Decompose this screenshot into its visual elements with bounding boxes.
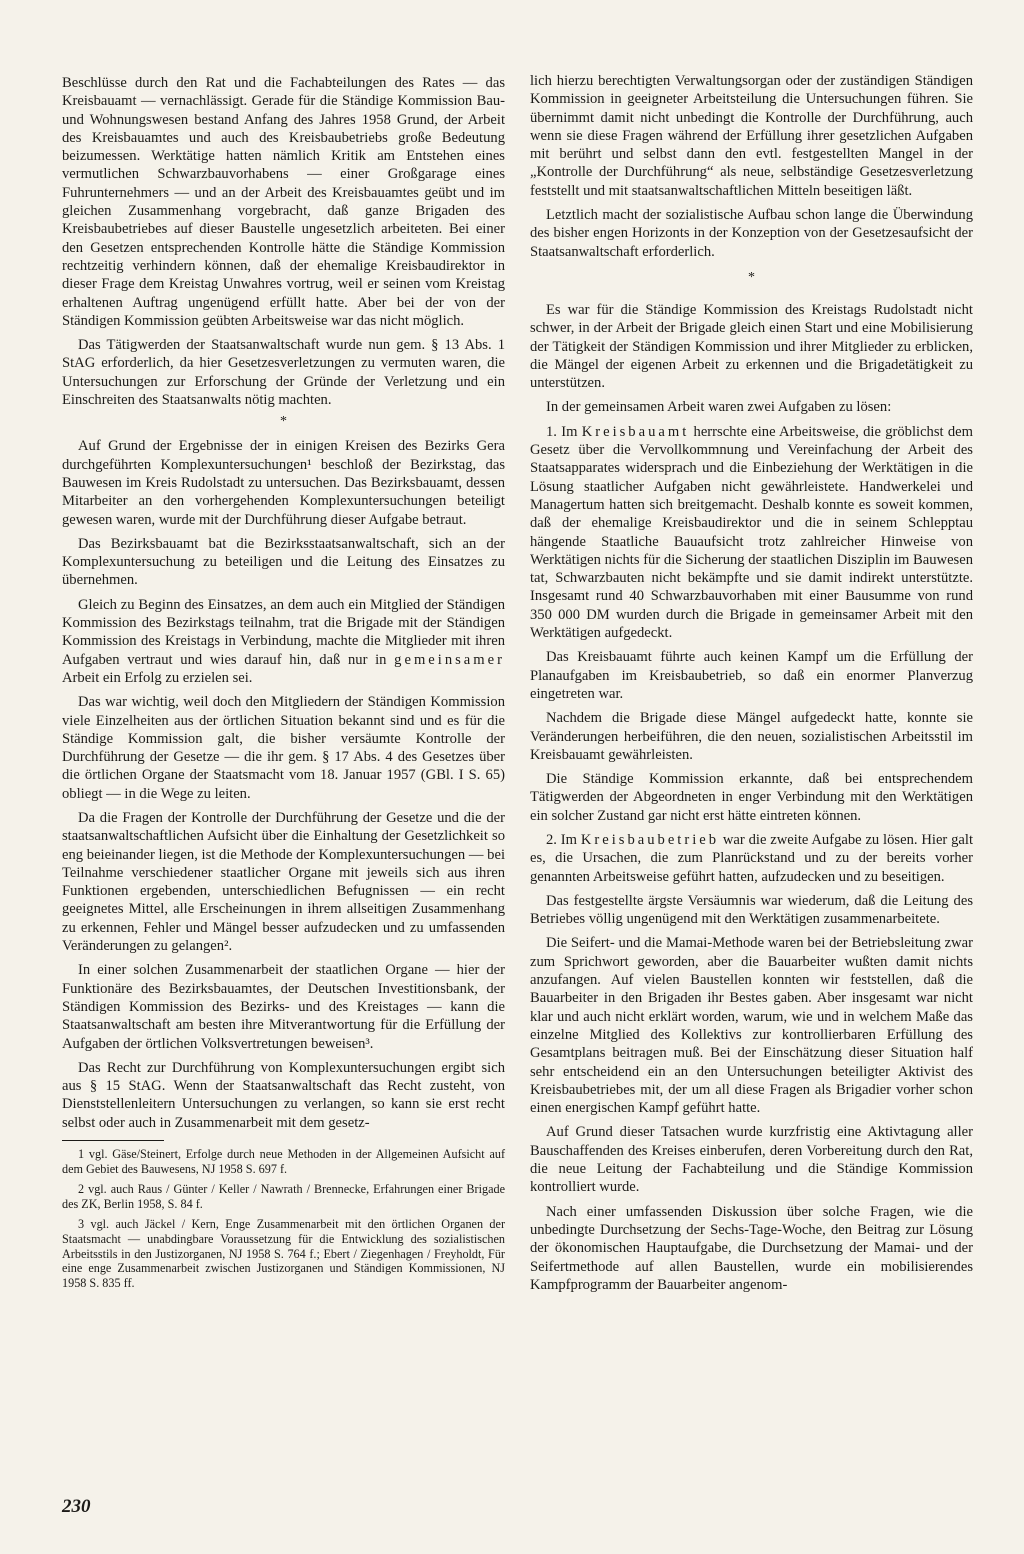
text-run: Gleich zu Beginn des Einsatzes, an dem auch ein Mitglied der Ständigen Kommission des Bezirkstags teilnahm, trat die Brigade mit der Ständigen Kommission des Kreistags in Verbindung, machte die Mitglieder mit ihren Aufgaben vertraut und wies darauf hin, daß nur in (62, 596, 505, 668)
section-separator: * (748, 269, 755, 285)
paragraph: In einer solchen Zusammenarbeit der staatlichen Organe — hier der Funktionäre des Bezirksbauamtes, der Deutschen Investitionsbank, der Ständigen Kommission des Bezirks- und des Kreistages — kann die Staatsanwaltschaft am besten ihre Mitverantwortung für die Erfüllung der Aufgaben der örtlichen Volksvertretungen beweisen³. (62, 962, 505, 1052)
paragraph: Die Seifert- und die Mamai-Methode waren bei der Betriebsleitung zwar zum Sprichwort geworden, aber die Bauarbeiter wußten damit nichts anzufangen. Auf vielen Baustellen konnten wir feststellen, daß die Bauarbeiter in den Brigaden ihr Bestes gaben. Aber insgesamt war nicht klar und auch nicht erklärt worden, warum, wie und in welchem Maße das einzelne Mitglied des Kollektivs zur kontrollierbaren Erfüllung des Gesamtplans beitragen muß. Bei der Einschätzung dieser Situation half sehr entscheidend ein an den Untersuchungen beteiligter Aktivist des Kreisbaubetriebes mit, der um all diese Fragen als Brigadier vorher schon einen energischen Kampf geführt hatte. (530, 935, 973, 1117)
paragraph: Nach einer umfassenden Diskussion über solche Fragen, wie die unbedingte Durchsetzung der Sechs-Tage-Woche, den Beitrag zur Lösung der ökonomischen Hauptaufgabe, die Durchsetzung der Mamai- und der Seifertmethode auf allen Baustellen, wurde ein mobilisierendes Kampfprogramm der Bauarbeiter angenom- (530, 1203, 973, 1293)
paragraph: Auf Grund dieser Tatsachen wurde kurzfristig eine Aktivtagung aller Bauschaffenden des Kreises einberufen, deren Vorbereitung durch den Rat, die neue Leitung der Fachabteilung und die Ständige Kommission kontrolliert wurde. (530, 1124, 973, 1196)
paragraph: Nachdem die Brigade diese Mängel aufgedeckt hatte, konnte sie Veränderungen herbeiführen, die den neuen, sozialistischen Arbeitsstil im Kreisbauamt gewährleisten. (530, 710, 973, 763)
paragraph: Das Bezirksbauamt bat die Bezirksstaatsanwaltschaft, sich an der Komplexuntersuchung zu beteiligen und die Leitung des Einsatzes zu übernehmen. (62, 535, 505, 589)
paragraph: Das festgestellte ärgste Versäumnis war wiederum, daß die Leitung des Betriebes völlig ungenügend mit den Werktätigen zusammenarbeitete. (530, 892, 973, 928)
paragraph (62, 596, 505, 687)
text-run: 2. Im (546, 831, 577, 848)
paragraph (530, 831, 973, 886)
section-separator: * (280, 414, 287, 430)
right-column (530, 72, 973, 1300)
text-run: war die zweite Aufgabe zu lösen. Hier galt es, die Ursachen, die zum Planrückstand und zu der bereits vorher genannten Arbeitsweise geführt hatten, aufzudecken und zu beseitigen. (530, 831, 973, 885)
text-run: 1. Im (546, 423, 578, 440)
paragraph: In der gemeinsamen Arbeit waren zwei Aufgaben zu lösen: (546, 399, 892, 416)
footnote-divider (62, 1140, 164, 1141)
paragraph: Das Kreisbauamt führte auch keinen Kampf um die Erfüllung der Planaufgaben im Kreisbaubetrieb, so daß ein enormer Planverzug eingetreten war. (530, 649, 973, 702)
left-column (62, 74, 505, 1296)
text-run: Arbeit ein Erfolg zu erzielen sei. (62, 669, 253, 686)
footnote: 3 vgl. auch Jäckel / Kern, Enge Zusammenarbeit mit den örtlichen Organen der Staatsmacht — unabdingbare Voraussetzung für die Entwicklung des sozialistischen Arbeitsstils in den Justizorganen, NJ 1958 S. 764 f.; Ebert / Ziegenhagen / Freyholdt, Für eine enge Zusammenarbeit zwischen Justizorganen und Ständigen Kommissionen, NJ 1958 S. 835 ff. (62, 1217, 505, 1290)
emphasis-spaced: gemeinsamer (394, 651, 505, 668)
paragraph (530, 423, 973, 643)
footnote: 2 vgl. auch Raus / Günter / Keller / Nawrath / Brennecke, Erfahrungen einer Brigade des ZK, Berlin 1958, S. 84 f. (62, 1182, 505, 1211)
page-number: 230 (62, 1496, 91, 1517)
paragraph: Die Ständige Kommission erkannte, daß bei entsprechendem Tätigwerden der Abgeordneten in enger Verbindung mit den Werktätigen ein solcher Zustand gar nicht erst hätte eintreten können. (530, 771, 973, 824)
paragraph: Das Tätigwerden der Staatsanwaltschaft wurde nun gem. § 13 Abs. 1 StAG erforderlich, da hier Gesetzesverletzungen zu vermuten waren, die Untersuchungen zur Erforschung der Gründe der Verletzung und ein Einschreiten des Staatsanwalts nötig machten. (62, 337, 505, 409)
emphasis-spaced: Kreisbauamt (581, 423, 690, 440)
emphasis-spaced: Kreisbaubetrieb (580, 831, 720, 848)
paragraph: Das war wichtig, weil doch den Mitgliedern der Ständigen Kommission viele Einzelheiten aus der örtlichen Situation bekannt sind und es für die Ständige Kommission galt, die bisher versäumte Kontrolle der Durchführung der Gesetze — die ihr gem. § 17 Abs. 4 des Gesetzes über die örtlichen Organe der Staatsmacht vom 18. Januar 1957 (GBl. I S. 65) obliegt — in die Wege zu leiten. (62, 694, 505, 802)
paragraph: Auf Grund der Ergebnisse der in einigen Kreisen des Bezirks Gera durchgeführten Komplexuntersuchungen¹ beschloß der Bezirkstag, das Bauwesen im Kreis Rudolstadt zu untersuchen. Das Bezirksbauamt, dessen Mitarbeiter an den vorhergehenden Komplexuntersuchungen beteiligt gewesen waren, wurde mit der Durchführung dieser Aufgabe betraut. (62, 438, 505, 528)
paragraph: Beschlüsse durch den Rat und die Fachabteilungen des Rates — das Kreisbauamt — vernachlässigt. Gerade für die Ständige Kommission Bau- und Wohnungswesen bestand Anfang des Jahres 1958 Grund, der Arbeit des Kreisbauamtes und auch des Kreisbaubetriebs große Bedeutung beizumessen. Werktätige hatten nämlich Kritik am Entstehen eines vermutlichen Schwarzbauvorhabens — einer Großgarage eines Fuhrunternehmers — und an der Arbeit des Kreisbauamtes geübt und im gleichen Zusammenhang vorgebracht, daß ganze Brigaden des Kreisbaubetriebes auf dieser Baustelle ungesetzlich arbeiteten. Bei einer den Gesetzen entsprechenden Kontrolle hätte die Ständige Kommission rechtzeitig verhindern können, daß der ehemalige Kreisbaudirektor in dieser Frage dem Kreistag Unwahres vortrug, weil er seinen vom Kreistag erhaltenen Auftrag ungenügend erfüllt hatte. Aber bei der von der Ständigen Kommission geübten Arbeitsweise war das nicht möglich. (62, 75, 505, 329)
text-run: herrschte eine Arbeitsweise, die gröblichst dem Gesetz über die Vervollkommnung und Vereinfachung der Arbeit des Staatsapparates widersprach und die Einbeziehung der Werktätigen in die Lösung staatlicher Aufgaben nicht gewährleistete. Handwerkelei und Managertum hatten sich breitgemacht. Deshalb konnte es soweit kommen, daß der ehemalige Kreisbaudirektor und die in seinem Schlepptau hängende Staatliche Bauaufsicht trotz zahlreicher Hinweise von Werktätigen nichts für die Sicherung der staatlichen Disziplin im Bauwesen tat, Schwarzbauten nicht bekämpfte und sie damit indirekt unterstützte. Insgesamt rund 40 Schwarzbauvorhaben mit einer Bausumme von rund 350 000 DM wurden durch die Brigade in gemeinsamer Arbeit mit den Werktätigen aufgedeckt. (530, 423, 973, 642)
paragraph: Letztlich macht der sozialistische Aufbau schon lange die Überwindung des bisher engen Horizonts in der Konzeption von der Gesetzesaufsicht der Staatsanwaltschaft erforderlich. (530, 207, 973, 260)
paragraph: Das Recht zur Durchführung von Komplexuntersuchungen ergibt sich aus § 15 StAG. Wenn der Staatsanwaltschaft das Recht zusteht, von Dienststellenleitern Untersuchungen zu verlangen, so kann sie erst recht selbst oder auch in Zusammenarbeit mit dem gesetz- (62, 1059, 505, 1131)
paragraph: lich hierzu berechtigten Verwaltungsorgan oder der zuständigen Ständigen Kommission in geeigneter Arbeitsteilung die Untersuchungen führen. Sie übernimmt damit nicht unbedingt die Kontrolle der Durchführung, auch wenn sie diese Fragen während der Erfüllung ihrer gesetzlichen Aufgaben mit berührt und selbst dann den evtl. festgestellten Mangel in der „Kontrolle der Durchführung“ als neue, selbständige Gesetzesverletzung feststellt und mit staatsanwaltschaftlichen Mitteln beseitigen läßt. (530, 73, 973, 199)
footnote: 1 vgl. Gäse/Steinert, Erfolge durch neue Methoden in der Allgemeinen Aufsicht auf dem Gebiet des Bauwesens, NJ 1958 S. 697 f. (62, 1147, 505, 1176)
paragraph: Da die Fragen der Kontrolle der Durchführung der Gesetze und die der staatsanwaltschaftlichen Aufsicht über die Einhaltung der Gesetzlichkeit so eng beieinander liegen, ist die Methode der Komplexuntersuchungen — bei Teilnahme verschiedener staatlicher Organe mit jeweils sich aus ihren Funktionen ergebenden, unterschiedlichen Befugnissen — ein recht geeignetes Mittel, alle Erscheinungen in ihrem allseitigen Zusammenhang zu erkennen, Fehler und Mängel besser aufzudecken und zu umfassenden Veränderungen zu gelangen². (62, 809, 505, 955)
paragraph: Es war für die Ständige Kommission des Kreistags Rudolstadt nicht schwer, in der Arbeit der Brigade gleich einen Start und eine Mobilisierung der Tätigkeit der Ständigen Kommission und ihrer Mitglieder zu erblicken, die Mängel der eigenen Arbeit zu erkennen und die Brigadetätigkeit zu unterstützen. (530, 301, 973, 392)
